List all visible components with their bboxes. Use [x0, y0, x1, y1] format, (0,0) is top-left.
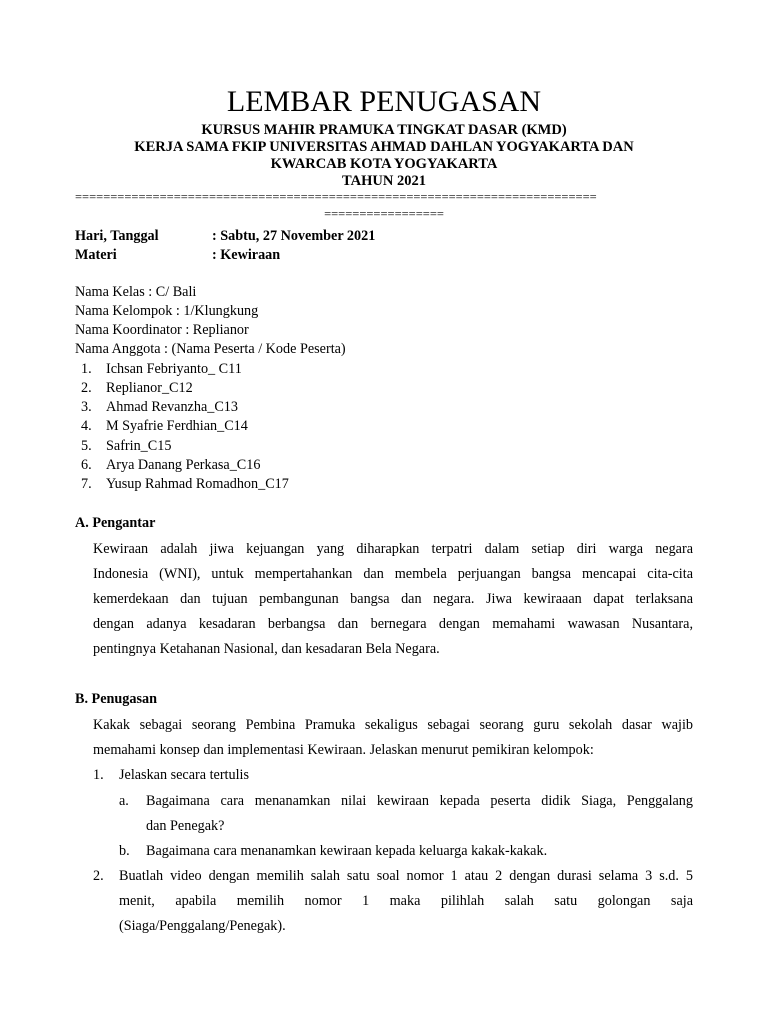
member-name: Arya Danang Perkasa_C16: [106, 457, 261, 473]
paragraph-line: memahami konsep dan implementasi Kewiraan. Jelaskan menurut pemikiran kelompok:: [93, 742, 594, 758]
day-label: Hari, Tanggal: [75, 228, 159, 244]
paragraph-line: Indonesia (WNI), untuk mempertahankan dan membela perjuangan bangsa mencapai cita-cita: [93, 566, 693, 582]
subtask-text: Bagaimana cara menanamkan nilai kewiraan kepada peserta didik Siaga, Penggalang: [146, 793, 693, 809]
paragraph-line: pentingnya Ketahanan Nasional, dan kesadaran Bela Negara.: [93, 641, 440, 657]
member-number: 3.: [81, 399, 92, 415]
task-text: (Siaga/Penggalang/Penegak).: [119, 918, 286, 934]
materi-value: : Kewiraan: [212, 247, 281, 263]
paragraph-line: Kewiraan adalah jiwa kejuangan yang diharapkan terpatri dalam setiap diri warga negara: [93, 541, 693, 557]
member-name: Ichsan Febriyanto_ C11: [106, 361, 242, 377]
group-name: Nama Kelompok : 1/Klungkung: [75, 303, 259, 319]
member-number: 5.: [81, 438, 92, 454]
separator-rule-1: ==========================================================================: [75, 190, 597, 204]
paragraph-line: Kakak sebagai seorang Pembina Pramuka sekaligus sebagai seorang guru sekolah dasar wajib: [93, 717, 693, 733]
subtask-label: b.: [119, 843, 130, 859]
member-number: 1.: [81, 361, 92, 377]
paragraph-line: dengan adanya kesadaran berbangsa dan bernegara dengan memahami wawasan Nusantara,: [93, 616, 693, 632]
member-number: 2.: [81, 380, 92, 396]
task-text: Buatlah video dengan memilih salah satu soal nomor 1 atau 2 dengan durasi selama 3 s.d. 5: [119, 868, 693, 884]
document-title: LEMBAR PENUGASAN: [226, 85, 542, 118]
member-number: 6.: [81, 457, 92, 473]
subtask-text: Bagaimana cara menanamkan kewiraan kepada keluarga kakak-kakak.: [146, 843, 548, 859]
member-name: Ahmad Revanzha_C13: [106, 399, 238, 415]
member-number: 4.: [81, 418, 92, 434]
members-label: Nama Anggota : (Nama Peserta / Kode Peserta): [75, 341, 346, 357]
year-line: TAHUN 2021: [342, 173, 426, 189]
day-value: : Sabtu, 27 November 2021: [212, 228, 376, 244]
class-name: Nama Kelas : C/ Bali: [75, 284, 197, 300]
member-name: Safrin_C15: [106, 438, 172, 454]
task-text: Jelaskan secara tertulis: [119, 767, 249, 783]
coordinator-name: Nama Koordinator : Replianor: [75, 322, 249, 338]
member-number: 7.: [81, 476, 92, 492]
course-name: KURSUS MAHIR PRAMUKA TINGKAT DASAR (KMD): [201, 122, 567, 138]
member-name: Replianor_C12: [106, 380, 193, 396]
separator-rule-2: =================: [324, 207, 444, 221]
task-number: 1.: [93, 767, 104, 783]
materi-label: Materi: [75, 247, 117, 263]
task-number: 2.: [93, 868, 104, 884]
kwarcab-line: KWARCAB KOTA YOGYAKARTA: [270, 156, 498, 172]
task-text: menit, apabila memilih nomor 1 maka pilihlah salah satu golongan saja: [119, 893, 693, 909]
cooperation-line: KERJA SAMA FKIP UNIVERSITAS AHMAD DAHLAN YOGYAKARTA DAN: [134, 139, 634, 155]
member-name: Yusup Rahmad Romadhon_C17: [106, 476, 289, 492]
paragraph-line: kemerdekaan dan tujuan pembangunan bangsa dan negara. Jiwa kewiraaan dapat terlaksana: [93, 591, 693, 607]
subtask-label: a.: [119, 793, 129, 809]
section-b-heading: B. Penugasan: [75, 691, 157, 707]
section-a-heading: A. Pengantar: [75, 515, 156, 531]
subtask-text: dan Penegak?: [146, 818, 225, 834]
member-name: M Syafrie Ferdhian_C14: [106, 418, 248, 434]
